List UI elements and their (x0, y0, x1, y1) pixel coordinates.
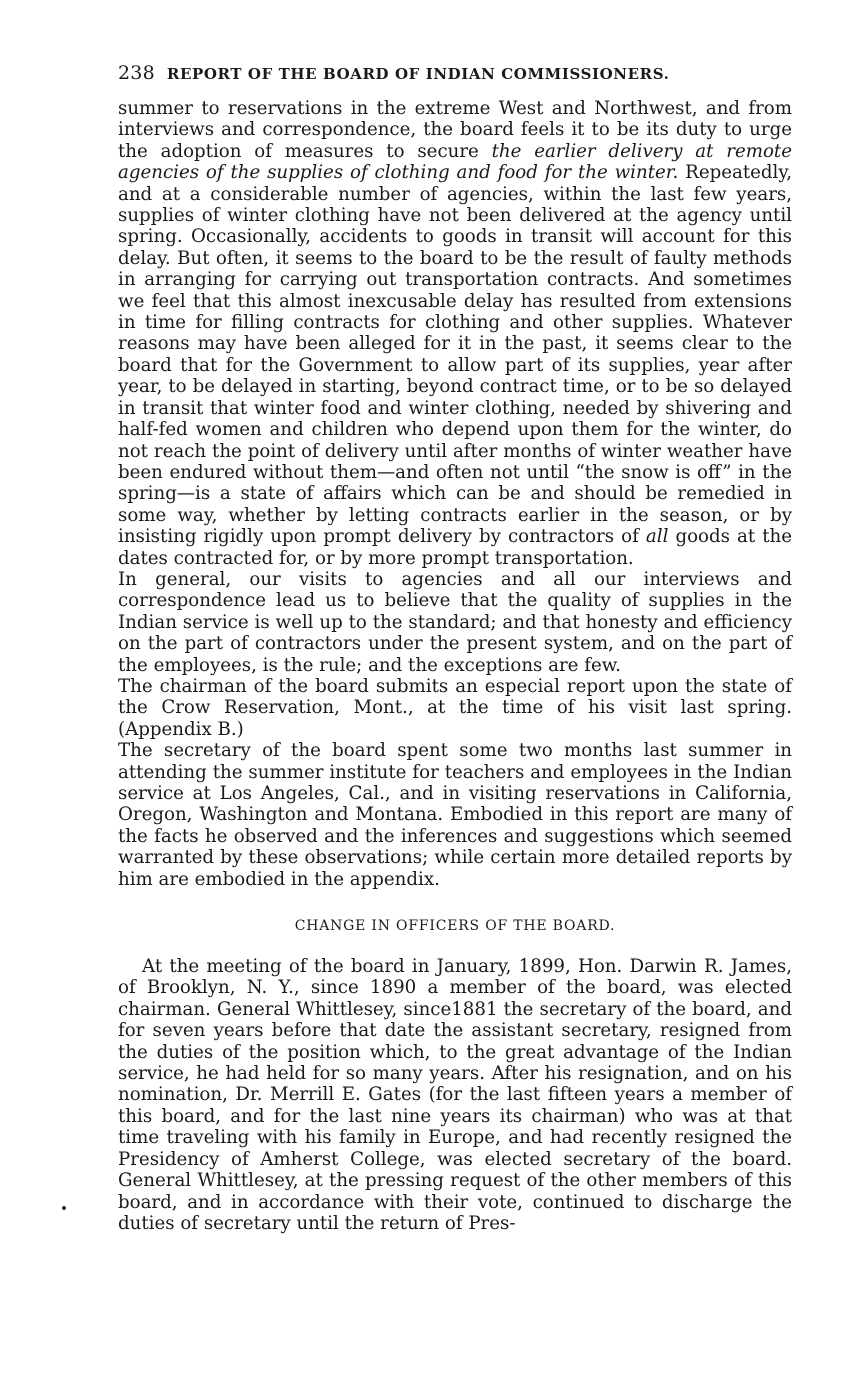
running-title: REPORT OF THE BOARD OF INDIAN COMMISSIONERS. (166, 65, 670, 83)
italic-run: the earlier delivery at remote agencies of the supplies of clothing and food for the winter. (118, 140, 792, 184)
section-heading: CHANGE IN OFFICERS OF THE BOARD. (294, 918, 616, 935)
running-head (118, 62, 792, 84)
text-run: goods at the dates contracted for, or by more prompt transportation. (118, 526, 792, 569)
paragraph-change-in-officers: At the meeting of the board in January, 1899, Hon. Darwin R. James, of Brooklyn, N. Y., since 1890 a member of the board, was elected chairman. General Whittlesey, since1881 the secretary of the board, and for seven years before that date the assistant secretary, resigned from the duties of the position which, to the great advantage of the Indian service, he had held for so many years. After his resignation, and on his nomination, Dr. Merrill E. Gates (for the last fifteen years a member of this board, and for the last nine years its chairman) who was at that time traveling with his family in Europe, and had recently resigned the Presidency of Amherst College, was elected secretary of the board. General Whittlesey, at the pressing request of the other members of this board, and in accordance with their vote, continued to discharge the duties of secretary until the return of Pres- (118, 956, 792, 1234)
paragraph-crow-reservation (118, 676, 792, 740)
text-run: Repeatedly, and at a considerable number of agencies, within the last few years, supplies of winter clothing have not been delivered at the agency until spring. Occasionally, accidents to goods in transit will account for this delay. But often, it seems to the board to be the result of faulty methods in arranging for carrying out transportation contracts. And sometimes we feel that this almost inexcusable delay has resulted from extensions in time for filling contracts for clothing and other supplies. Whatever reasons may have been alleged for it in the past, it seems clear to the board that for the Government to allow part of its supplies, year after year, to be delayed in starting, beyond contract time, or to be so delayed in transit that winter food and winter clothing, needed by shivering and half-fed women and children who depend upon them for the winter, do not reach the point of delivery until after months of winter weather have been endured without them—and often not until “the snow is off” in the spring—is a state of affairs which can be and should be remedied in some way, whether by letting contracts earlier in the season, or by insisting rigidly upon prompt delivery by contractors of (118, 162, 792, 548)
text-run: In general, our visits to agencies and all our interviews and correspondence lead us to believe that the quality of supplies in the Indian service is well up to the standard; and that honesty and efficiency on the part of contractors under the present system, and on the part of the employees, is the rule; and the exceptions are few. (118, 568, 792, 676)
page-number: 238 (118, 62, 155, 84)
document-page (118, 62, 792, 1234)
paragraph-quality-of-supplies (118, 569, 792, 676)
paragraph-secretary-visit (118, 740, 792, 890)
paragraph-delivery-of-supplies (118, 98, 792, 569)
text-run: summer to reservations in the extreme West and Northwest, and from interviews and correspondence, the board feels it to be its duty to urge the adoption of measures to secure (118, 98, 792, 162)
scan-speck (62, 1206, 66, 1210)
italic-run: all (645, 526, 669, 548)
text-run: The chairman of the board submits an especial report upon the state of the Crow Reservation, Mont., at the time of his visit last spring. (Appendix B.) (118, 675, 792, 740)
text-run: The secretary of the board spent some two months last summer in attending the summer institute for teachers and employees in the Indian service at Los Angeles, Cal., and in visiting reservations in California, Oregon, Washington and Montana. Embodied in this report are many of the facts he observed and the inferences and suggestions which seemed warranted by these observations; while certain more detailed reports by him are embodied in the appendix. (118, 740, 792, 890)
